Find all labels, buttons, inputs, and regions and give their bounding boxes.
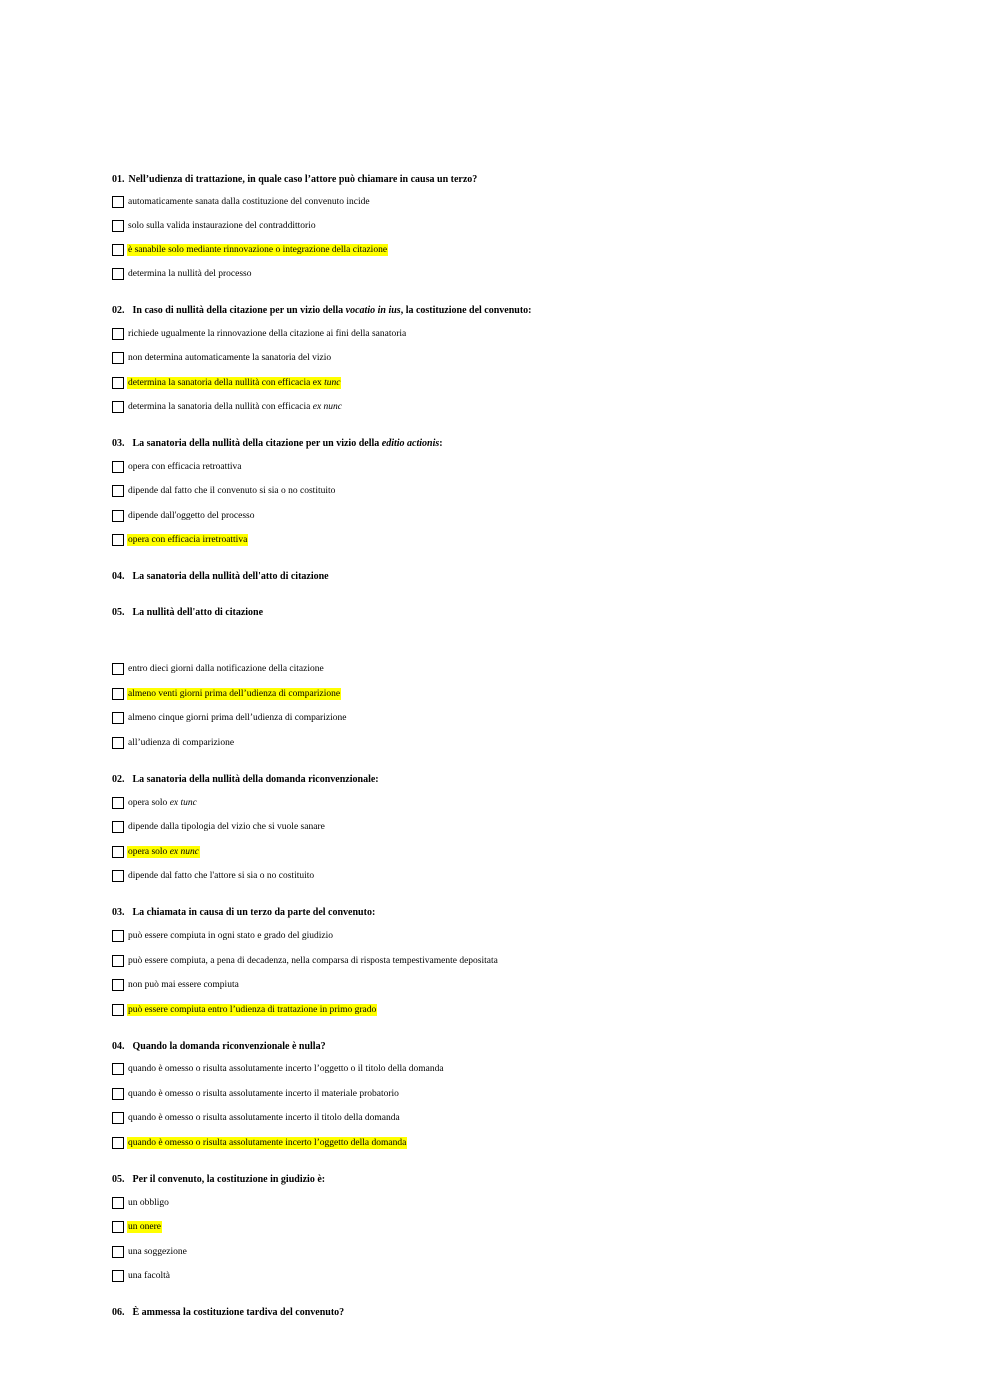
checkbox[interactable] [112,1004,124,1016]
checkbox[interactable] [112,821,124,833]
option-text: dipende dall'oggetto del processo [128,511,255,521]
checkbox[interactable] [112,870,124,882]
answer-option-correct[interactable] [112,1002,377,1018]
answer-option[interactable] [112,1086,400,1102]
answer-option[interactable] [112,459,243,475]
answer-option[interactable] [112,819,326,835]
answer-option[interactable] [112,795,198,811]
checkbox[interactable] [112,1246,124,1258]
option-text: determina la sanatoria della nullità con efficacia ex nunc [128,402,343,412]
option-text: opera solo ex nunc [128,847,199,857]
option-text: opera con efficacia retroattiva [128,462,242,472]
checkbox[interactable] [112,534,124,546]
checkbox[interactable] [112,930,124,942]
question-text: Nell’udienza di trattazione, in quale caso l’attore può chiamare in causa un terzo? [128,174,478,185]
question-heading: 02. In caso di nullità della citazione per un vizio della vocatio in ius, la costituzione del convenuto: [112,305,532,316]
option-text: una facoltà [128,1271,170,1281]
checkbox[interactable] [112,1221,124,1233]
option-text: un onere [128,1222,161,1232]
question-number: 04. [112,1041,125,1052]
option-text: determina la nullità del processo [128,269,252,279]
checkbox[interactable] [112,955,124,967]
answer-option[interactable] [112,194,371,210]
answer-option-correct[interactable] [112,844,200,860]
answer-option[interactable] [112,710,347,726]
answer-option-correct[interactable] [112,1219,162,1235]
checkbox[interactable] [112,688,124,700]
checkbox[interactable] [112,401,124,413]
option-text: solo sulla valida instaurazione del contraddittorio [128,221,316,231]
question-heading: 03. La sanatoria della nullità della citazione per un vizio della editio actionis: [112,438,443,449]
answer-option-correct[interactable] [112,1135,407,1151]
answer-option-correct[interactable] [112,532,248,548]
answer-option[interactable] [112,266,252,282]
option-text: almeno venti giorni prima dell’udienza di comparizione [128,689,341,699]
option-text: non determina automaticamente la sanatoria del vizio [128,353,332,363]
option-text: un obbligo [128,1198,169,1208]
checkbox[interactable] [112,244,124,256]
checkbox[interactable] [112,377,124,389]
answer-option-correct[interactable] [112,242,388,258]
checkbox[interactable] [112,461,124,473]
checkbox[interactable] [112,328,124,340]
question-heading: 04. La sanatoria della nullità dell'atto di citazione [112,571,329,582]
question-number: 05. [112,607,125,618]
option-text: richiede ugualmente la rinnovazione della citazione ai fini della sanatoria [128,329,407,339]
option-text: opera solo ex tunc [128,798,197,808]
question-number: 06. [112,1307,125,1318]
option-text: quando è omesso o risulta assolutamente incerto l’oggetto o il titolo della domanda [128,1064,444,1074]
answer-option[interactable] [112,350,332,366]
option-text: quando è omesso o risulta assolutamente incerto l’oggetto della domanda [128,1138,407,1148]
checkbox[interactable] [112,712,124,724]
checkbox[interactable] [112,846,124,858]
answer-option[interactable] [112,508,256,524]
answer-option[interactable] [112,977,240,993]
question-heading [112,173,477,187]
option-text: una soggezione [128,1247,187,1257]
option-text: opera con efficacia irretroattiva [128,535,248,545]
checkbox[interactable] [112,1137,124,1149]
option-text: all’udienza di comparizione [128,738,235,748]
answer-option[interactable] [112,953,499,969]
answer-option[interactable] [112,661,325,677]
question-heading: 05. Per il convenuto, la costituzione in giudizio è: [112,1174,326,1185]
answer-option[interactable] [112,326,407,342]
checkbox[interactable] [112,1270,124,1282]
checkbox[interactable] [112,979,124,991]
question-heading: 02. La sanatoria della nullità della domanda riconvenzionale: [112,774,379,785]
checkbox[interactable] [112,1197,124,1209]
answer-option[interactable] [112,1110,401,1126]
checkbox[interactable] [112,268,124,280]
answer-option-correct[interactable] [112,375,341,391]
option-text: dipende dal fatto che il convenuto si sia o no costituito [128,486,336,496]
answer-option[interactable] [112,1061,445,1077]
answer-option[interactable] [112,1244,188,1260]
checkbox[interactable] [112,1088,124,1100]
checkbox[interactable] [112,1063,124,1075]
option-text: non può mai essere compiuta [128,980,239,990]
answer-option[interactable] [112,1195,170,1211]
question-number: 02. [112,774,125,785]
answer-option[interactable] [112,735,235,751]
option-text: quando è omesso o risulta assolutamente incerto il titolo della domanda [128,1113,400,1123]
answer-option[interactable] [112,399,343,415]
option-text: dipende dalla tipologia del vizio che si vuole sanare [128,822,325,832]
option-text: può essere compiuta entro l’udienza di trattazione in primo grado [128,1005,377,1015]
question-number: 04. [112,571,125,582]
checkbox[interactable] [112,352,124,364]
option-text: almeno cinque giorni prima dell’udienza di comparizione [128,713,347,723]
answer-option[interactable] [112,928,334,944]
checkbox[interactable] [112,510,124,522]
option-text: entro dieci giorni dalla notificazione della citazione [128,664,324,674]
question-number: 02. [112,305,125,316]
option-text: dipende dal fatto che l'attore si sia o no costituito [128,871,315,881]
option-text: può essere compiuta in ogni stato e grado del giudizio [128,931,333,941]
answer-option[interactable] [112,218,317,234]
question-heading: 05. La nullità dell'atto di citazione [112,607,264,618]
checkbox[interactable] [112,737,124,749]
checkbox[interactable] [112,196,124,208]
question-heading: 04. Quando la domanda riconvenzionale è nulla? [112,1041,326,1052]
checkbox[interactable] [112,220,124,232]
question-heading: 03. La chiamata in causa di un terzo da parte del convenuto: [112,907,376,918]
option-text: automaticamente sanata dalla costituzione del convenuto incide [128,197,370,207]
checkbox[interactable] [112,1112,124,1124]
answer-option-correct[interactable] [112,686,341,702]
answer-option[interactable] [112,483,336,499]
option-text: è sanabile solo mediante rinnovazione o integrazione della citazione [128,245,388,255]
option-text: determina la sanatoria della nullità con efficacia ex tunc [128,378,341,388]
question-heading: 06. È ammessa la costituzione tardiva del convenuto? [112,1307,345,1318]
checkbox[interactable] [112,663,124,675]
question-number: 01. [112,174,125,185]
answer-option[interactable] [112,1268,171,1284]
question-number: 05. [112,1174,125,1185]
checkbox[interactable] [112,797,124,809]
option-text: può essere compiuta, a pena di decadenza, nella comparsa di risposta tempestivamente depositata [128,956,498,966]
option-text: quando è omesso o risulta assolutamente incerto il materiale probatorio [128,1089,399,1099]
checkbox[interactable] [112,485,124,497]
question-number: 03. [112,438,125,449]
question-number: 03. [112,907,125,918]
answer-option[interactable] [112,868,315,884]
